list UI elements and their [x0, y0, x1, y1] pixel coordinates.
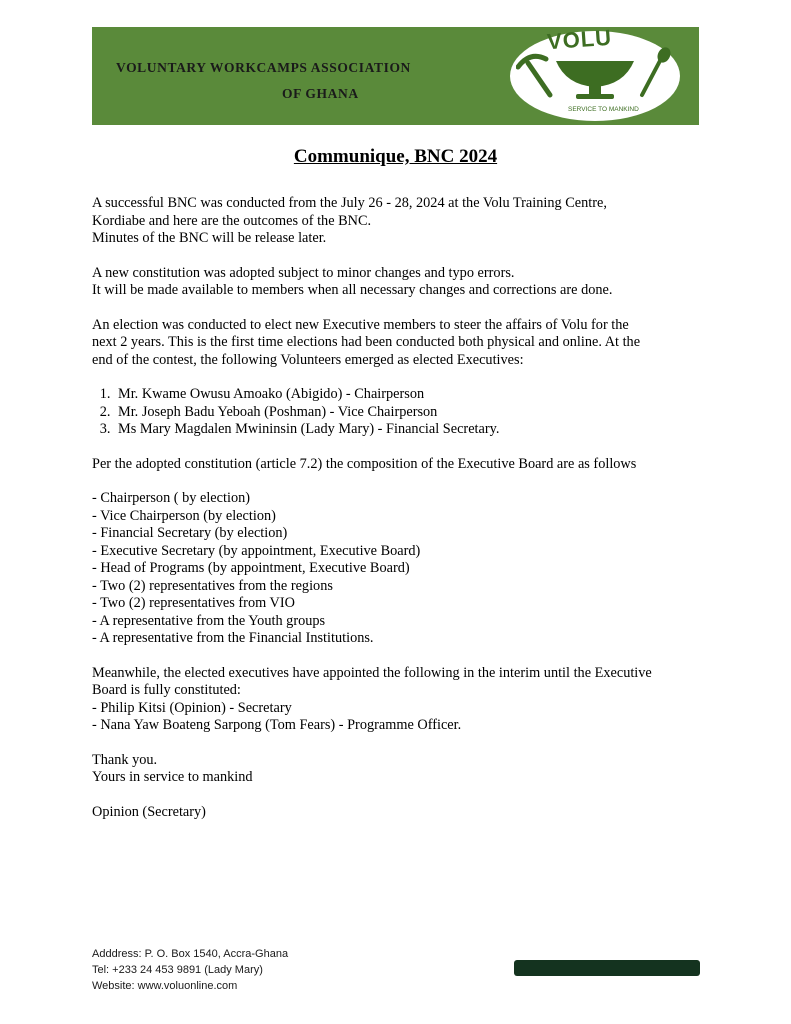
- elected-executives-list: [92, 386, 702, 439]
- constitution-line: It will be made available to members when all necessary changes and corrections are done.: [92, 282, 613, 298]
- closing-thanks: Thank you.: [92, 751, 158, 768]
- composition-item: - Executive Secretary (by appointment, Executive Board): [92, 542, 421, 559]
- election-line: next 2 years. This is the first time elections had been conducted both physical and online. At the: [92, 334, 641, 350]
- footer-tel: Tel: +233 24 453 9891 (Lady Mary): [92, 964, 263, 976]
- logo-wordmark: VOLU: [546, 24, 613, 55]
- interim-line: Board is fully constituted:: [92, 682, 241, 698]
- composition-item: - Head of Programs (by appointment, Executive Board): [92, 560, 410, 576]
- interim-line: Meanwhile, the elected executives have appointed the following in the interim until the Executive: [92, 664, 652, 681]
- intro-line: A successful BNC was conducted from the July 26 - 28, 2024 at the Volu Training Centre,: [92, 195, 607, 211]
- composition-item: - Two (2) representatives from VIO: [92, 595, 295, 611]
- closing-sign-off: Yours in service to mankind: [92, 769, 253, 785]
- footer-website: Website: www.voluonline.com: [92, 980, 238, 992]
- org-name-line2: OF GHANA: [282, 86, 359, 101]
- composition-item: - A representative from the Youth groups: [92, 612, 326, 629]
- executive-item: 1. Mr. Kwame Owusu Amoako (Abigido) - Chairperson: [114, 386, 702, 404]
- composition-item: - A representative from the Financial Institutions.: [92, 630, 374, 646]
- footer: [92, 946, 288, 994]
- election-line: An election was conducted to elect new Executive members to steer the affairs of Volu for the: [92, 316, 629, 333]
- composition-intro: Per the adopted constitution (article 7.2) the composition of the Executive Board are as follows: [92, 455, 637, 472]
- constitution-line: A new constitution was adopted subject to minor changes and typo errors.: [92, 264, 515, 281]
- footer-address: Adddress: P. O. Box 1540, Accra-Ghana: [92, 948, 289, 960]
- election-line: end of the contest, the following Volunteers emerged as elected Executives:: [92, 351, 524, 368]
- communique-body: [92, 195, 702, 821]
- intro-line: Kordiabe and here are the outcomes of the BNC.: [92, 212, 372, 229]
- composition-item: - Chairperson ( by election): [92, 490, 251, 506]
- composition-item: - Vice Chairperson (by election): [92, 507, 276, 524]
- appointee-item: - Philip Kitsi (Opinion) - Secretary: [92, 699, 292, 716]
- logo-tagline: SERVICE TO MANKIND: [568, 106, 639, 113]
- composition-item: - Two (2) representatives from the regions: [92, 577, 333, 594]
- redaction-bar: [514, 960, 700, 976]
- intro-line: Minutes of the BNC will be release later.: [92, 230, 327, 246]
- page-title: Communique, BNC 2024: [293, 146, 498, 167]
- appointee-item: - Nana Yaw Boateng Sarpong (Tom Fears) - Programme Officer.: [92, 717, 462, 733]
- header-banner: [92, 24, 699, 125]
- composition-item: - Financial Secretary (by election): [92, 525, 288, 541]
- signature: Opinion (Secretary): [92, 803, 206, 820]
- executive-item: 3. Ms Mary Magdalen Mwininsin (Lady Mary) - Financial Secretary.: [114, 421, 702, 439]
- executive-item: 2. Mr. Joseph Badu Yeboah (Poshman) - Vice Chairperson: [114, 404, 702, 422]
- tools-bowl-icon: [516, 45, 676, 105]
- org-name-line1: VOLUNTARY WORKCAMPS ASSOCIATION: [116, 60, 411, 75]
